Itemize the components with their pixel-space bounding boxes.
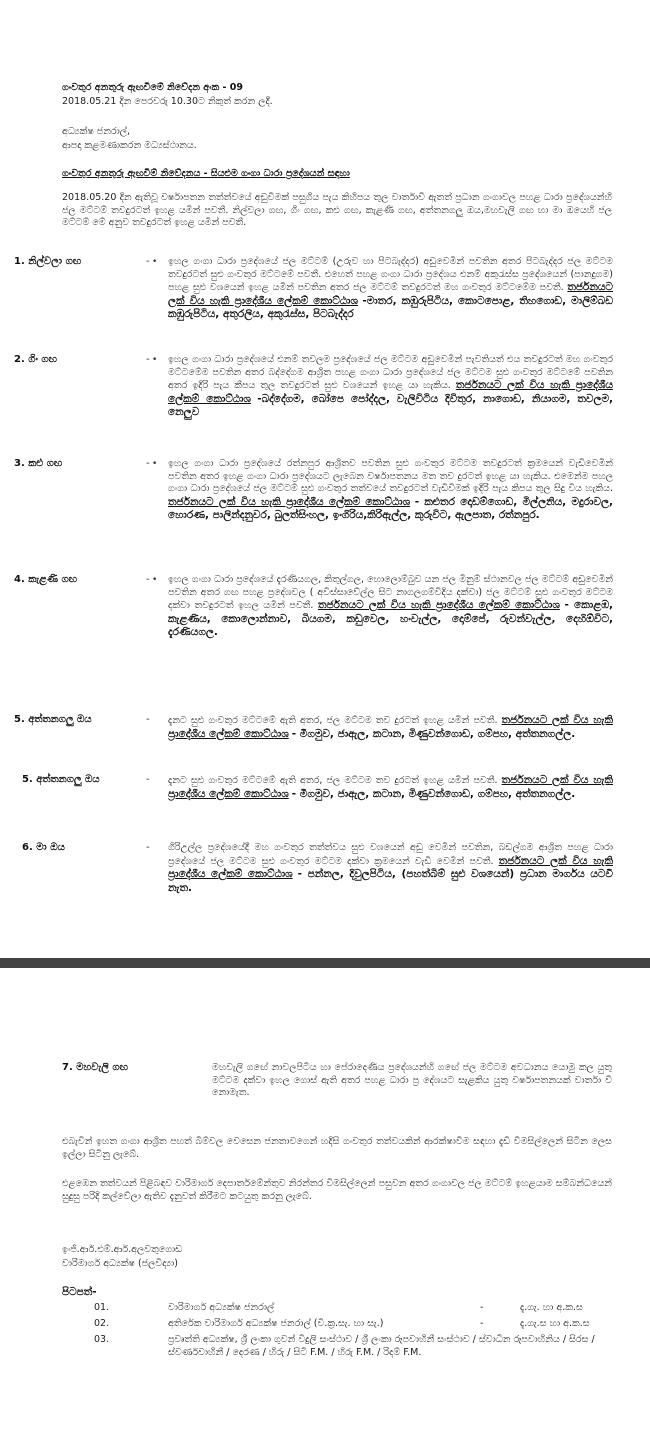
dash: - <box>146 256 150 267</box>
risk-areas: - කළුතර දොඩම්ගොඩ, මිල්ලනිය, මදුරාවල, හොරණ, පාලින්දනුවර, බුලත්සිංහල, ඉංගිරිය,කිරිඇල්ල, කුරුවිට, ඇලපාත, රත්නපුර. <box>168 495 613 521</box>
risk-label: තර්ජනයට ලක් විය හැකි ප්‍රාදේශීය ලේකම් කොට්ඨාශ <box>168 281 613 307</box>
river-description: දැනට සුළු ගංවතුර මට්ටමේ ඇති අතර, ජල මට්ටම තව දුරටත් ඉහළ යමින් පවතී. තර්ජනයට ලක් විය හැකි ප්‍රාදේශීය ලේකම් කොට්ඨාශ - මීගමුව, ජාඇල, කටාන, මිණුවන්ගොඩ, ගම්පහ, අත්තනගල්ල. <box>168 714 613 740</box>
document-page-2 <box>0 968 650 1448</box>
copies-heading: පිටපත්- <box>62 1286 97 1298</box>
copy-number: 02. <box>94 1318 110 1329</box>
advice-paragraph: එබැවින් ඉහත ගංගා ආශ්‍රිත පහත් බිම්වල වෙසෙන ජනතාවගෙන් හදිසි ගංවතුර තත්වයකින් ආරක්ෂාවීම සඳහා දැඩි විමසිල්ලෙන් සිටින ලෙස ඉල්ලා සිටිනු ලැබේ. <box>62 1136 612 1160</box>
river-name: 6. මා ඔය <box>22 842 65 853</box>
risk-label: තර්ජනයට ලක් විය හැකි ප්‍රාදේශීය ලේකම් කොට්ඨාශ <box>168 854 613 880</box>
dash: - <box>146 842 150 853</box>
risk-label: තර්ජනයට ලක් විය හැකි ප්‍රාදේශීය ලේකම් කොට්ඨාශ <box>168 379 613 405</box>
risk-areas: - මීගමුව, ජාඇල, කටාන, මිණුවන්ගොඩ, ගම්පහ, අත්තනගල්ල. <box>291 787 576 800</box>
copy-note: දැ.ගැ.ස හා අ.ක.ස <box>520 1318 590 1329</box>
river-description: ඉහල ගංගා ධාරා ප්‍රදේශයේ රත්නපුර ආශ්‍රිතව පවතින සුළු ගංවතුර මට්ටම තවදුරටත් ක්‍රමයෙන් වැඩිවෙමින් පවතින අතර ඉහළ ගංගා ධාරා ප්‍රදේශයට ලැබෙන වර්ෂාපතනය මත තව දුරටත් ඉහළ යා හැකිය. එමෙන්ම පහල ගංගා ධාරා ප්‍රදේශයේ ජල මට්ටම් සුළු ගංවතුර තත්වයේ තවදුරටත් වැඩිවීමක් ඉදිරි පැය කිපය තුල සිදු විය හැකිය. තර්ජනයට ලක් විය හැකි ප්‍රාදේශීය ලේකම් කොට්ඨාශ - කළුතර දොඩම්ගොඩ, මිල්ලනිය, මදුරාවල, හොරණ, පාලින්දනුවර, බුලත්සිංහල, ඉංගිරිය,කිරිඇල්ල, කුරුවිට, ඇලපාත, රත්නපුර. <box>168 458 613 521</box>
dash: - <box>146 458 150 469</box>
river-description: දැනට සුළු ගංවතුර මට්ටමේ ඇති අතර, ජල මට්ටම තව දුරටත් ඉහළ යමින් පවතී. තර්ජනයට ලක් විය හැකි ප්‍රාදේශීය ලේකම් කොට්ඨාශ - මීගමුව, ජාඇල, කටාන, මිණුවන්ගොඩ, ගම්පහ, අත්තනගල්ල. <box>168 774 613 800</box>
copy-number: 03. <box>94 1334 110 1345</box>
notice-title: ගංවතුර අනතුරු ඇඟවීමේ නිවේදන අංක - 09 <box>62 82 244 93</box>
copy-recipient: වාරිමාර්ග අධ්‍යක්ෂ ජනරාල් <box>168 1302 275 1313</box>
dash: - <box>146 354 150 365</box>
risk-label: තර්ජනයට ලක් විය හැකි ප්‍රාදේශීය ලේකම් කොට්ඨාශ <box>168 714 613 740</box>
river-name: 7. මහවැලි ගඟ <box>62 1062 128 1073</box>
copy-note: දැ.ගැ. හා අ.ක.ස <box>520 1302 583 1313</box>
river-name: 2. ගිං ගඟ <box>14 354 57 365</box>
risk-label: තර්ජනයට ලක් විය හැකි ප්‍රාදේශීය ලේකම් කොට්ඨාශ <box>318 599 560 611</box>
signatory-name: ඉංජි.ආර්.එම්.ආර්.අලවතුගොඩ <box>62 1244 183 1255</box>
copy-number: 01. <box>94 1302 110 1313</box>
copy-recipient: අතිරේක වාරිමාර්ග අධ්‍යක්ෂ ජනරාල් (වි.ක්‍ර.සැ. හා සැ.) <box>168 1318 384 1329</box>
issued-line: 2018.05.21 දින පෙරවරු 10.30ට නිකුත් කරන ලදී. <box>62 96 273 107</box>
risk-areas: - කොළඹ, කැළණිය, කොලොන්නාව, බියගම, කඩුවෙල, හංවැල්ල, දොම්පේ, රුවන්වැල්ල, දෙහිඕවිට, දැරණියගල. <box>168 599 613 638</box>
bullet-icon: • <box>152 575 158 585</box>
river-name: 3. කළු ගඟ <box>14 458 63 469</box>
risk-areas: -මාතර, කඹුරුපිටිය, කොටපොළ, තිහගොඩ, මාලිම්බඩ කඹුරුපිටිය, අතුරලිය, අකුරැස්ස, පිටබැද්දර <box>168 294 613 320</box>
bullet-icon: • <box>152 355 158 365</box>
intro-paragraph: 2018.05.20 දින ඇතිවූ වර්ෂාපතන තත්ත්වයේ අඩුවීමක් පසුගිය පැය කිහිපය තුල වාර්තාවී ඇතත් ප්‍රධාන ගංගාවල පහළ ධාරා ප්‍රදේශයන්හි ජල මට්ටම් තවදුරටත් ඉහළ යමින් පවතී. නිල්වලා ගඟ, ගිං ගඟ, කළු ගඟ, කැළණි ගඟ, අත්තනගලු ඔය,මහවැලි ගඟ හා මා ඔයෙහි ජල මට්ටම් මේ අනුව තවදුරටත් ඉහළ යමින් පවතී. <box>62 192 612 228</box>
page-separator <box>0 958 650 968</box>
river-name: 5. අත්තනගලු ඔය <box>22 774 100 785</box>
bullet-icon: • <box>152 257 158 267</box>
notice-heading: ගංවතුර අනතුරු ඇඟවීම් නිවේදනය - සියළුම ගංගා ධාරා ප්‍රදේශයන් සඳහා <box>62 168 350 179</box>
bullet-icon: • <box>152 459 158 469</box>
dash: - <box>480 1302 484 1313</box>
monitoring-paragraph: එළඹෙන තත්වයන් පිළිබඳව වාරිමාර්ග දෙපාර්තමේන්තුව නිරන්තර විමසිල්ලෙන් පසුවන අතර ගංගාවල ජල මට්ටම් ඉහළයාම සම්බන්ධයෙන් සුදුසු පරිදි කල්වේලා ඇතිව දැනුවත් කිරීමට කටයුතු කරනු ලැබේ. <box>62 1178 612 1202</box>
dash: - <box>146 574 150 585</box>
river-description: ගිරිඋල්ල ප්‍රදේශයේදී මහ ගංවතුර තත්ත්වය සුළු වශයෙන් අඩු වෙමින් පවතින, බඩල්ගම ආශ්‍රිත පහළ ධාරා ප්‍රදේශයේ ජල මට්ටම සුළු ගංවතුර මට්ටම දක්වා ක්‍රමයෙන් වැඩි වෙමින් පවතී. තර්ජනයට ලක් විය හැකි ප්‍රාදේශීය ලේකම් කොට්ඨාශ - පන්නල, දිවුලපිටිය, (පහත්බිම් සුළු වශයෙන්) ප්‍රධාන මාර්ගය යටවී නැත. <box>168 842 613 894</box>
risk-areas: -බද්දේගම, බෝපෙ පෝද්දල, වැලිවිටිය දිවිතුර, නාගොඩ, නියාගම, තවලම, නෙලුව <box>168 392 614 418</box>
signatory-title: වාරිමාර්ග අධ්‍යක්ෂ (ජලවිද්‍යා) <box>62 1258 178 1269</box>
risk-label: තර්ජනයට ලක් විය හැකි ප්‍රාදේශීය ලේකම් කොට්ඨාශ <box>168 774 613 800</box>
river-name: 4. කැළණි ගඟ <box>14 574 78 585</box>
dash: - <box>146 774 150 785</box>
risk-areas: - මීගමුව, ජාඇල, කටාන, මිණුවන්ගොඩ, ගම්පහ, අත්තනගල්ල. <box>291 727 576 740</box>
river-description: ඉහල ගංගා ධාරා ප්‍රදේශයේ එනම් තවලම ප්‍රදේශයේ ජල මට්ටම අඩුවෙමින් පැවතියත් එය තවදුරටත් මහ ගංවතුර මට්ටමේම පවතින අතර බද්දේගම ආශ්‍රිත පහළ ගංගා ධාරා ප්‍රදේශයේ ජල මට්ටම සුළු ගංවතුර මට්ටමේ පවතින අතර ඉදිරි පැය කීපය තුල තවදුරටත් සුළු වශයෙන් ඉහළ යා හැකිය. තර්ජනයට ලක් විය හැකි ප්‍රාදේශීය ලේකම් කොට්ඨාශ -බද්දේගම, බෝපෙ පෝද්දල, වැලිවිටිය දිවිතුර, නාගොඩ, නියාගම, තවලම, නෙලුව <box>168 354 614 418</box>
addressee-line-1: අධ්‍යක්ෂ ජනරාල්, <box>62 126 131 137</box>
river-name: 5. අත්තනගලු ඔය <box>14 714 92 725</box>
dash: - <box>480 1318 484 1329</box>
dash: - <box>146 714 150 725</box>
addressee-line-2: ආපදා කළමණාකරන මධ්‍යස්ථානය. <box>62 140 197 151</box>
copy-recipient: ප්‍රවෘත්ති අධ්‍යක්ෂ, ශ්‍රී ලංකා ගුවන් විදුලි සංස්ථාව / ශ්‍රී ලංකා රූපවාහිනී සංස්ථාව / ස්වාධීන රූපවාහිනිය / සිරස / ස්වර්ණවාහිනී / දෙරණ / හිරු / සිටි F.M. / හිරු F.M. / රිදම් F.M. <box>168 1334 595 1358</box>
river-description: මහවැලි ගඟේ නාවලපිටිය හා පේරාදෙණිය ප්‍රදේශයන්හි ගඟේ ජල මට්ටම අවධානය යොමු කල යුතු මට්ටම දක්වා ඉහල ගොස් ඇති අතර පහළ ධාරා ප්‍ර දේශයට සැළකිය යුතු වර්ෂාපතනයක් වාර්තා වී නොමැත. <box>212 1062 612 1098</box>
river-name: 1. නිල්වලා ගඟ <box>14 256 82 267</box>
river-description: ඉහල ගංගා ධාරා ප්‍රදේශයේ ජල මට්ටම් (උරුව හා පිටබැද්දර) අඩුවෙමින් පවතින අතර පිටබැද්දර ජල මට්ටම තවදුරටත් සුළු ගංවතුර මට්ටමේ පවතී. එහෙත් පහළ ගංගා ධාරා ප්‍රදේශය එනම් අකුරැස්ස ප්‍රදේශයෙන් (පානදුගම) පහළ සුළු වශයෙන් ඉහළ යමින් පවතින අතර ජල මට්ටම් තවදුරටත් මහ ගංවතුර මට්ටමේම පවතී. තර්ජනයට ලක් විය හැකි ප්‍රාදේශීය ලේකම් කොට්ඨාශ -මාතර, කඹුරුපිටිය, කොටපොළ, තිහගොඩ, මාලිම්බඩ කඹුරුපිටිය, අතුරලිය, අකුරැස්ස, පිටබැද්දර <box>168 256 613 320</box>
risk-label: තර්ජනයට ලක් විය හැකි ප්‍රාදේශීය ලේකම් කොට්ඨාශ <box>168 495 411 508</box>
river-description: ඉහල ගංගා ධාරා ප්‍රදේශයේ දැරණියගල, කිතුල්ගල, හොලොම්බුව යන ජල මිනුම් ස්ථානවල ජල මට්ටම් අඩුවෙමින් පවතින අතර ගඟ පහළ ප්‍රදේශවල ( අවිස්සාවේල්ල සිට නාගලගම්විදිය දක්වා) ජල මට්ටම් සුළු ගංවතුර මට්ටම දක්වා තවදුරටත් ඉහල යමින් පවතී. තර්ජනයට ලක් විය හැකි ප්‍රාදේශීය ලේකම් කොට්ඨාශ - කොළඹ, කැළණිය, කොලොන්නාව, බියගම, කඩුවෙල, හංවැල්ල, දොම්පේ, රුවන්වැල්ල, දෙහිඕවිට, දැරණියගල. <box>168 574 613 638</box>
risk-areas: - පන්නල, දිවුලපිටිය, (පහත්බිම් සුළු වශයෙන්) ප්‍රධාන මාර්ගය යටවී නැත. <box>168 868 613 894</box>
